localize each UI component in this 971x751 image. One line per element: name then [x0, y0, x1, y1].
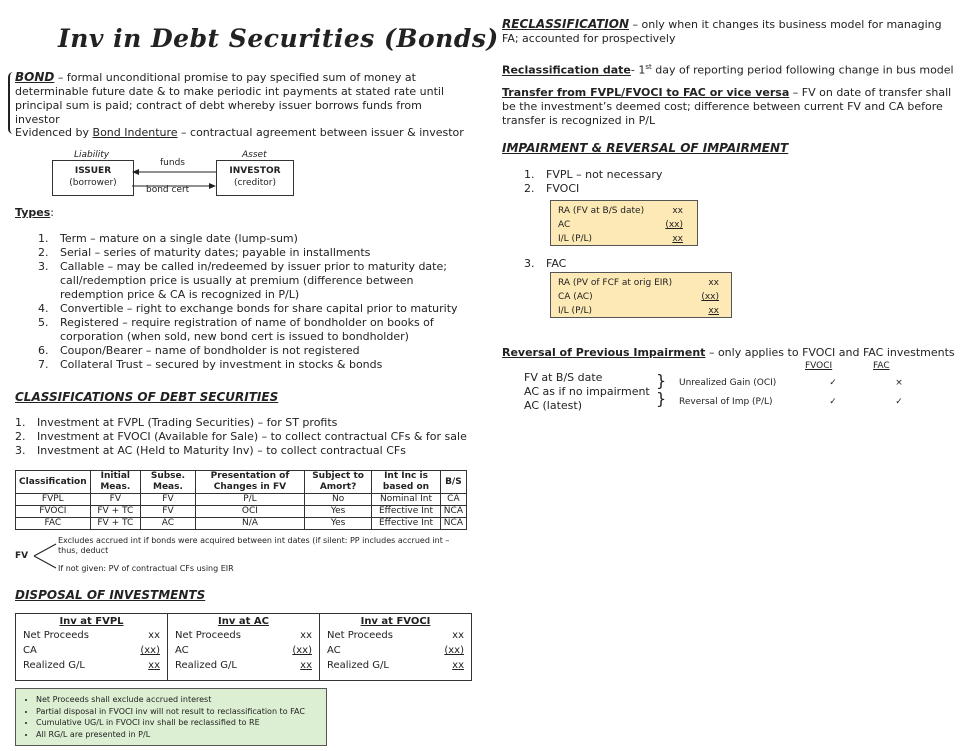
box-row: I/L (P/L) xx: [558, 306, 719, 316]
check-mark: ✓: [829, 378, 837, 388]
table-cell: FVOCI: [16, 506, 91, 518]
reversal-col-fac: FAC: [873, 361, 890, 371]
check-mark: ✓: [829, 397, 837, 407]
list-item: 6. Coupon/Bearer – name of bondholder is not registered: [38, 344, 360, 357]
disposal-row: Realized G/L xx: [23, 660, 160, 671]
fv-branch: [32, 542, 58, 570]
reversal-row: Unrealized Gain (OCI) ✓ ×: [678, 374, 932, 393]
table-cell: NCA: [440, 518, 466, 530]
bond-term: BOND: [15, 70, 55, 84]
asset-label: Asset: [242, 150, 267, 160]
note-item: • Partial disposal in FVOCI inv will not result to reclassification to FAC: [36, 706, 326, 718]
note-item: • All RG/L are presented in P/L: [36, 729, 326, 741]
list-item: 1. FVPL – not necessary: [524, 168, 663, 181]
table-cell: NCA: [440, 506, 466, 518]
check-mark: ×: [895, 378, 903, 388]
list-item: 3. Callable – may be called in/redeemed by issuer prior to maturity date; call/redemption price is usually at premium (difference between redemption price & CA is recognized in P/L): [38, 260, 447, 301]
page-title: Inv in Debt Securities (Bonds): [58, 24, 499, 53]
disposal-column-title: Inv at FVPL: [59, 616, 124, 627]
table-cell: Yes: [304, 506, 371, 518]
table-header: Subse. Meas.: [141, 471, 196, 494]
list-item: 2. FVOCI: [524, 182, 580, 195]
reversal-left-item: AC (latest): [524, 399, 583, 412]
box-row: RA (FV at B/S date) xx: [558, 206, 683, 216]
types-heading: Types:: [15, 206, 54, 219]
disposal-notes: [15, 688, 327, 746]
fv-note-2: If not given: PV of contractual CFs using EIR: [58, 564, 234, 573]
fv-note-1: Excludes accrued int if bonds were acquired between int dates (if silent: PP includes accrued int – thus, deduct: [58, 536, 450, 555]
note-item: • Net Proceeds shall exclude accrued interest: [36, 694, 326, 706]
list-item: 1. Term – mature on a single date (lump-sum): [38, 232, 298, 245]
fvoci-impairment-box: [550, 200, 698, 246]
table-header: B/S: [440, 471, 466, 494]
bond-definition: BOND – formal unconditional promise to pay specified sum of money at determinable future date & to make periodic int payments at stated rate until principal sum is paid; contract of debt whereby issuer borrows funds from investor: [15, 70, 445, 126]
classification-table: [15, 470, 467, 530]
disposal-column: [320, 614, 471, 680]
table-header: Initial Meas.: [90, 471, 140, 494]
list-item: 5. Registered – require registration of name of bondholder on books of corporation (when sold, new bond cert is issued to bondholder): [38, 316, 434, 343]
reversal-col-fvoci: FVOCI: [805, 361, 833, 371]
disposal-heading: DISPOSAL OF INVESTMENTS: [15, 588, 206, 602]
table-header: Subject to Amort?: [304, 471, 371, 494]
table-row: [16, 494, 467, 506]
table-cell: FV + TC: [90, 518, 140, 530]
issuer-box: ISSUER (borrower): [52, 160, 134, 196]
reversal-left-item: AC as if no impairment: [524, 385, 650, 398]
reversal-row: Reversal of Imp (P/L) ✓ ✓: [678, 393, 932, 412]
reversal-left: [524, 371, 659, 413]
list-item: 2. Serial – series of maturity dates; payable in installments: [38, 246, 371, 259]
box-row: RA (PV of FCF at orig EIR) xx: [558, 278, 719, 288]
note-item: • Cumulative UG/L in FVOCI inv shall be reclassified to RE: [36, 717, 326, 729]
disposal-row: Realized G/L xx: [175, 660, 312, 671]
reclassification-date: Reclassification date- 1st day of reporting period following change in bus model: [502, 63, 954, 77]
disposal-column: [168, 614, 320, 680]
brace-2: }: [656, 389, 667, 408]
disposal-row: Net Proceeds xx: [327, 630, 464, 641]
table-cell: FV: [141, 506, 196, 518]
table-header: Int Inc is based on: [372, 471, 441, 494]
list-item: 3. Investment at AC (Held to Maturity Inv) – to collect contractual CFs: [15, 444, 406, 457]
reversal-table: [678, 374, 932, 412]
box-row: AC (xx): [558, 220, 683, 230]
table-cell: FVPL: [16, 494, 91, 506]
transfer: Transfer from FVPL/FVOCI to FAC or vice versa – FV on date of transfer shall be the investment’s deemed cost; difference between current FV and CA before transfer is recognized in P/L: [502, 86, 952, 127]
disposal-column-title: Inv at AC: [218, 616, 269, 627]
table-cell: Yes: [304, 518, 371, 530]
table-cell: FAC: [16, 518, 91, 530]
box-row: CA (AC) (xx): [558, 292, 719, 302]
table-cell: N/A: [195, 518, 304, 530]
fv-label: FV: [15, 551, 29, 561]
funds-label: funds: [160, 158, 185, 168]
table-row: [16, 506, 467, 518]
disposal-row: AC (xx): [175, 645, 312, 656]
disposal-column: [16, 614, 168, 680]
types-list: [38, 232, 458, 372]
table-cell: Effective Int: [372, 518, 441, 530]
reclassification: RECLASSIFICATION – only when it changes its business model for managing FA; accounted for prospectively: [502, 17, 942, 45]
table-cell: Effective Int: [372, 506, 441, 518]
table-cell: P/L: [195, 494, 304, 506]
table-cell: FV: [90, 494, 140, 506]
table-cell: FV + TC: [90, 506, 140, 518]
table-row: [16, 518, 467, 530]
fac-impairment-box: [550, 272, 732, 318]
check-mark: ✓: [895, 397, 903, 407]
disposal-column-title: Inv at FVOCI: [360, 616, 431, 627]
table-cell: Nominal Int: [372, 494, 441, 506]
bond-evidenced: Evidenced by Bond Indenture – contractual agreement between issuer & investor: [15, 126, 464, 139]
bracket: [8, 72, 13, 134]
reversal-left-item: FV at B/S date: [524, 371, 603, 384]
table-cell: No: [304, 494, 371, 506]
disposal-row: Realized G/L xx: [327, 660, 464, 671]
liability-label: Liability: [74, 150, 110, 160]
disposal-row: AC (xx): [327, 645, 464, 656]
investor-box: INVESTOR (creditor): [216, 160, 294, 196]
list-item: 7. Collateral Trust – secured by investment in stocks & bonds: [38, 358, 383, 371]
impairment-list: [524, 168, 824, 196]
disposal-table: [15, 613, 472, 681]
table-cell: AC: [141, 518, 196, 530]
table-cell: CA: [440, 494, 466, 506]
bond-cert-label: bond cert: [146, 185, 190, 195]
list-item: 1. Investment at FVPL (Trading Securities) – for ST profits: [15, 416, 338, 429]
table-header: Presentation of Changes in FV: [195, 471, 304, 494]
table-cell: FV: [141, 494, 196, 506]
reversal: Reversal of Previous Impairment – only applies to FVOCI and FAC investments: [502, 346, 955, 359]
disposal-row: CA (xx): [23, 645, 160, 656]
list-item: 4. Convertible – right to exchange bonds for share capital prior to maturity: [38, 302, 458, 315]
table-cell: OCI: [195, 506, 304, 518]
table-header: Classification: [16, 471, 91, 494]
impairment-heading: IMPAIRMENT & REVERSAL OF IMPAIRMENT: [502, 141, 789, 155]
disposal-row: Net Proceeds xx: [23, 630, 160, 641]
classifications-heading: CLASSIFICATIONS OF DEBT SECURITIES: [15, 390, 279, 404]
list-item: 2. Investment at FVOCI (Available for Sale) – to collect contractual CFs & for sale: [15, 430, 467, 443]
disposal-row: Net Proceeds xx: [175, 630, 312, 641]
classifications-list: [15, 416, 475, 458]
reclassification-term: RECLASSIFICATION: [502, 17, 630, 31]
brace-1: }: [656, 371, 667, 390]
box-row: I/L (P/L) xx: [558, 234, 683, 244]
impairment-item-3: 3. FAC: [524, 257, 567, 270]
